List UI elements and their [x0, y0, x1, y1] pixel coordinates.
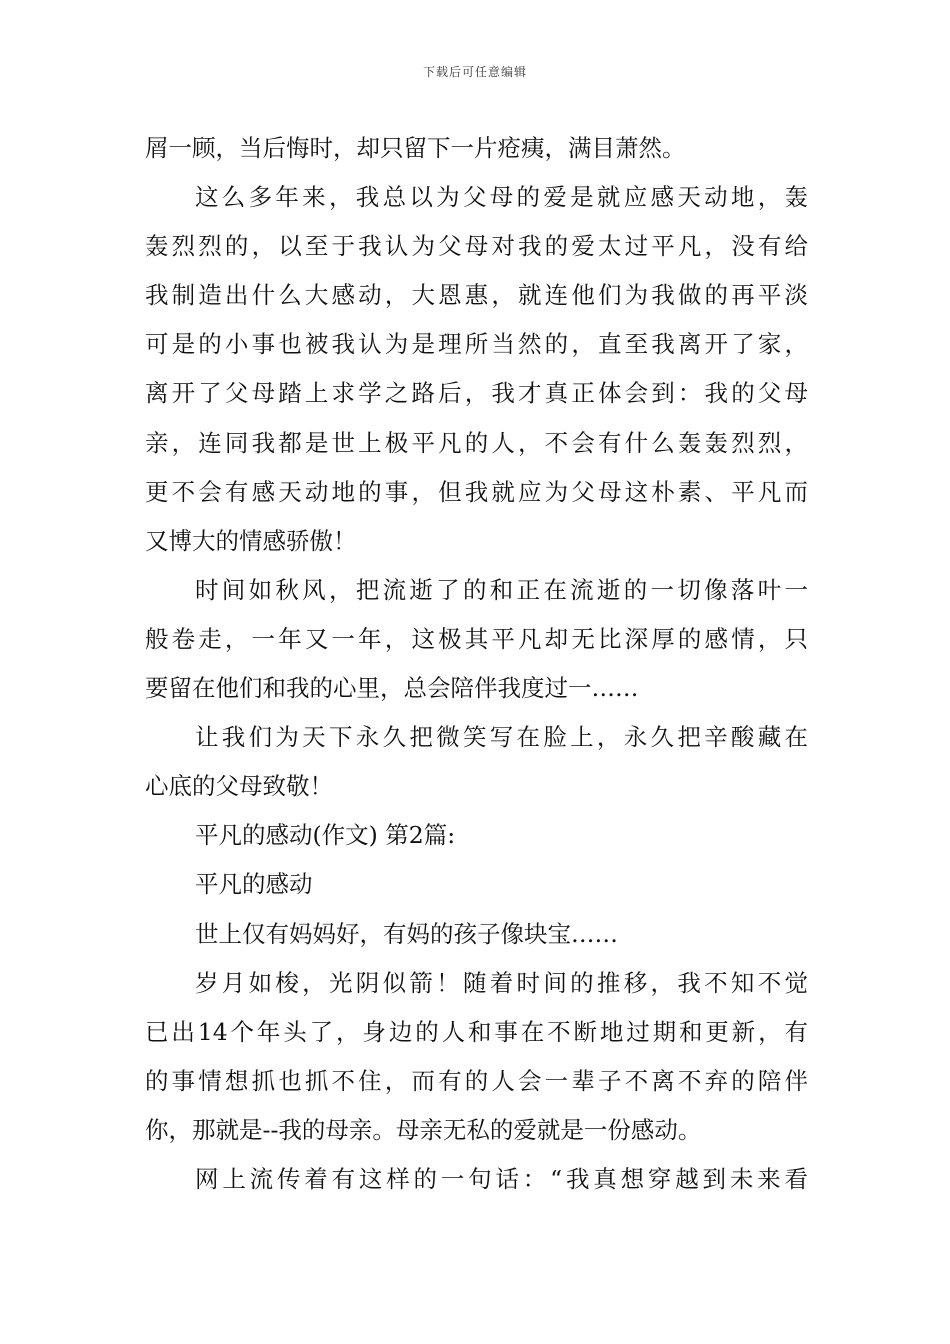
text-line: 世上仅有妈妈好，有妈的孩子像块宝……	[195, 919, 618, 948]
text-line: 心底的父母致敬！	[145, 772, 333, 801]
article-title: 平凡的感动	[195, 870, 313, 899]
text-line: 让我们为天下永久把微笑写在脸上，永久把辛酸藏在	[195, 723, 808, 752]
text-line: 屑一顾，当后悔时，却只留下一片疮痍，满目萧然。	[145, 134, 686, 162]
text-line: 岁月如梭，光阴似箭！随着时间的推移，我不知不觉	[195, 968, 808, 997]
text-line: 般卷走，一年又一年，这极其平凡却无比深厚的感情，只	[145, 624, 808, 653]
text-line: 亲，连同我都是世上极平凡的人，不会有什么轰轰烈烈，	[145, 428, 808, 457]
text-line: 要留在他们和我的心里，总会陪伴我度过一……	[145, 674, 639, 703]
text-line: 离开了父母踏上求学之路后，我才真正体会到：我的父母	[145, 379, 808, 408]
text-line: 更不会有感天动地的事，但我就应为父母这朴素、平凡而	[145, 477, 808, 506]
page-header: 下载后可任意编辑	[422, 65, 527, 79]
text-line: 我制造出什么大感动，大恩惠，就连他们为我做的再平淡	[145, 281, 808, 310]
text-line: 的事情想抓也抓不住，而有的人会一辈子不离不弃的陪伴	[145, 1066, 808, 1095]
text-line: 时间如秋风，把流逝了的和正在流逝的一切像落叶一	[195, 575, 808, 604]
text-line: 这么多年来，我总以为父母的爱是就应感天动地，轰	[195, 183, 808, 212]
text-line: 已出14个年头了，身边的人和事在不断地过期和更新，有	[145, 1017, 808, 1046]
body-text	[145, 124, 808, 1204]
text-line: 又博大的情感骄傲！	[145, 526, 357, 555]
text-line: 可是的小事也被我认为是理所当然的，直至我离开了家，	[145, 330, 808, 359]
text-line: 网上流传着有这样的一句话：“我真想穿越到未来看	[195, 1164, 808, 1193]
text-line: 轰烈烈的，以至于我认为父母对我的爱太过平凡，没有给	[145, 232, 808, 261]
section-heading: 平凡的感动(作文) 第2篇:	[195, 821, 456, 850]
text-line: 你，那就是--我的母亲。母亲无私的爱就是一份感动。	[145, 1115, 702, 1144]
